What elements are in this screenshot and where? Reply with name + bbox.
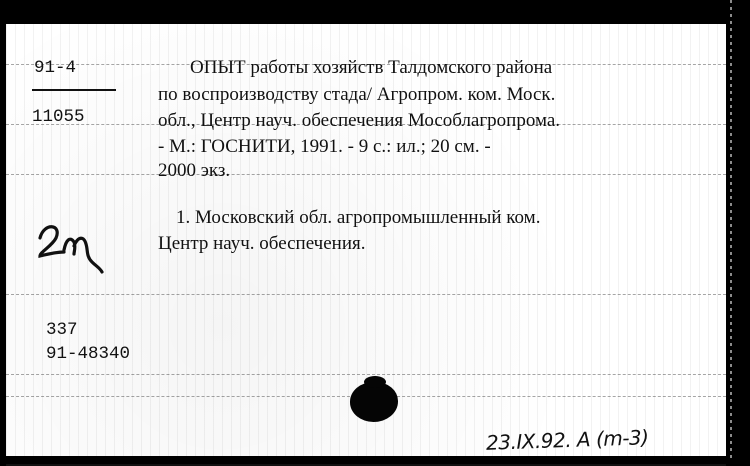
subject-line-2: Центр науч. обеспечения.: [158, 233, 366, 254]
catalog-card: [6, 24, 726, 456]
call-number: 91-4: [34, 58, 77, 78]
handwritten-date-note: 23.IX.92. A (m-3): [485, 425, 649, 455]
ruled-line: [6, 174, 726, 175]
entry-line-2: по воспроизводству стада/ Агропром. ком. Моск.: [158, 84, 556, 105]
inventory-number: 91-48340: [46, 344, 131, 364]
call-number-divider: [32, 89, 116, 91]
shelf-code: 337: [46, 320, 78, 340]
handwritten-mark: [34, 216, 110, 278]
entry-line-1: ОПЫТ работы хозяйств Талдомского района: [190, 57, 553, 78]
entry-line-3: обл., Центр науч. обеспечения Мособлагропрома.: [158, 110, 561, 131]
accession-number: 11055: [32, 107, 85, 127]
ruled-line: [6, 294, 726, 295]
subject-line-1: 1. Московский обл. агропромышленный ком.: [176, 207, 541, 228]
entry-line-5: 2000 экз.: [158, 160, 231, 181]
ruled-line: [6, 374, 726, 375]
entry-line-4: - М.: ГОСНИТИ, 1991. - 9 с.: ил.; 20 см. -: [158, 136, 491, 157]
scan-edge: [726, 0, 750, 461]
ink-blot: [350, 382, 398, 422]
